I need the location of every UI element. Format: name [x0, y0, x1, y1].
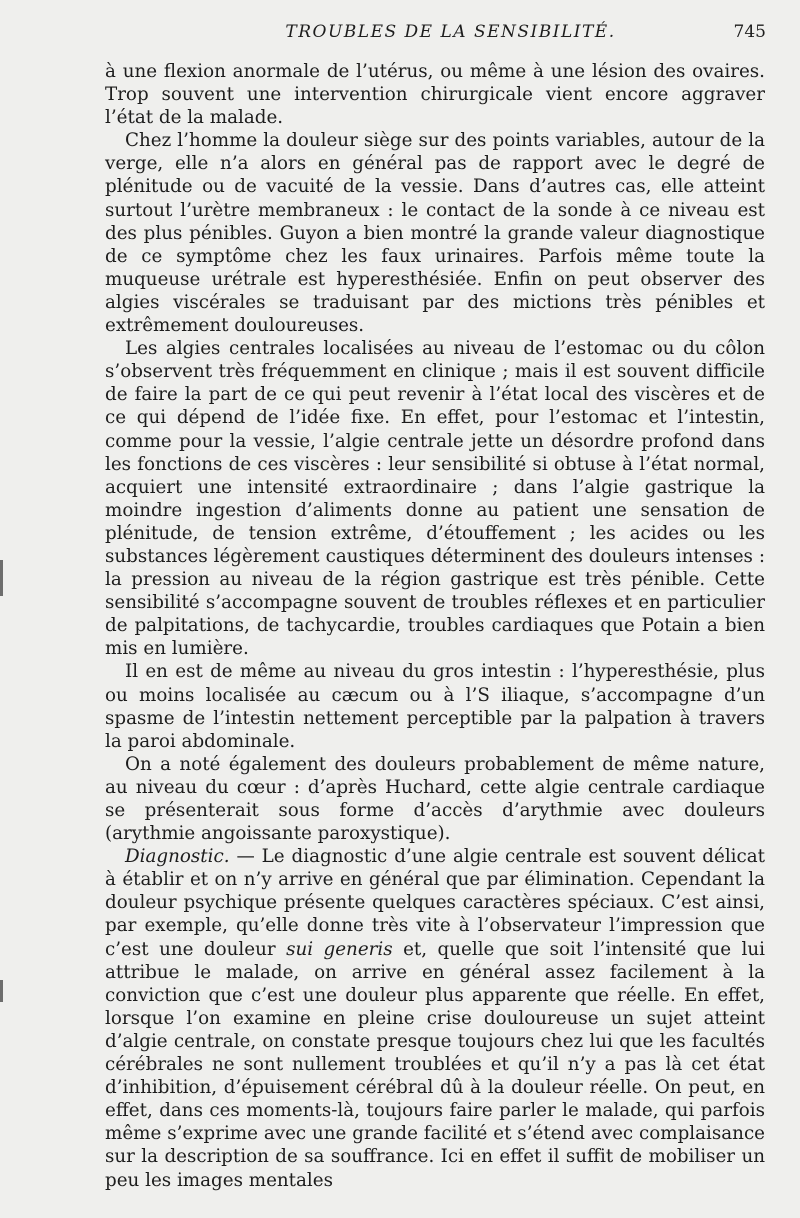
paragraph-6-text-b: et, quelle que soit l’intensité que lui attribue le malade, on arrive en général assez facilement à la conviction que c’est une douleur plus apparente que réelle. En effet, lorsque l’on examine en pleine crise douloureuse un sujet atteint d’algie centrale, on constate presque toujours chez lui que les facultés cérébrales ne sont nullement troublées et qu’il n’y a pas là cet état d’inhibition, d’épuisement cérébral dû à la douleur réelle. On peut, en effet, dans ces moments-là, toujours faire parler le malade, qui parfois même s’exprime avec une grande facilité et s’étend avec complaisance sur la description de sa souffrance. Ici en effet il suffit de mobiliser un peu les images mentales [105, 938, 765, 1191]
scan-edge-mark [0, 560, 3, 596]
running-title: TROUBLES DE LA SENSIBILITÉ. [285, 22, 616, 42]
paragraph-6 [105, 845, 765, 1191]
body-text [105, 60, 765, 1192]
paragraph-4: Il en est de même au niveau du gros intestin : l’hyperesthésie, plus ou moins localisée au cæcum ou à l’S iliaque, s’accompagne d’un spasme de l’intestin nettement perceptible par la palpation à travers la paroi abdominale. [105, 661, 765, 752]
page-number: 745 [733, 22, 766, 42]
latin-phrase: sui generis [286, 938, 393, 960]
paragraph-6-text-a: — Le diagnostic d’une algie centrale est souvent délicat à établir et on n’y arrive en général que par élimination. Cependant la douleur psychique présente quelques caractères spéciaux. C’est ainsi, par exemple, qu’elle donne très vite à l’observateur l’impression que c’est une douleur [105, 846, 765, 960]
paragraph-3: Les algies centrales localisées au niveau de l’estomac ou du côlon s’observent très fréquemment en clinique ; mais il est souvent difficile de faire la part de ce qui peut revenir à l’état local des viscères et de ce qui dépend de l’idée fixe. En effet, pour l’estomac et l’intestin, comme pour la vessie, l’algie centrale jette un désordre profond dans les fonctions de ces viscères : leur sensibilité si obtuse à l’état normal, acquiert une intensité extraordinaire ; dans l’algie gastrique la moindre ingestion d’aliments donne au patient une sensation de plénitude, de tension extrême, d’étouffement ; les acides ou les substances légèrement caustiques déterminent des douleurs intenses : la pression au niveau de la région gastrique est très pénible. Cette sensibilité s’accompagne souvent de troubles réflexes et en particulier de palpitations, de tachycardie, troubles cardiaques que Potain a bien mis en lumière. [105, 338, 765, 660]
paragraph-5: On a noté également des douleurs probablement de même nature, au niveau du cœur : d’après Huchard, cette algie centrale cardiaque se présenterait sous forme d’accès d’arythmie avec douleurs (arythmie angoissante paroxystique). [105, 753, 765, 845]
page-header [105, 22, 766, 46]
section-heading-diagnostic: Diagnostic. [125, 846, 230, 868]
scan-edge-mark [0, 980, 3, 1002]
paragraph-2: Chez l’homme la douleur siège sur des points variables, autour de la verge, elle n’a alors en général pas de rapport avec le degré de plénitude ou de vacuité de la vessie. Dans d’autres cas, elle atteint surtout l’urètre membraneux : le contact de la sonde à ce niveau est des plus pénibles. Guyon a bien montré la grande valeur diagnostique de ce symptôme chez les faux urinaires. Parfois même toute la muqueuse urétrale est hyperesthésiée. Enfin on peut observer des algies viscérales se traduisant par des mictions très pénibles et extrêmement douloureuses. [105, 130, 765, 337]
paragraph-1: à une flexion anormale de l’utérus, ou même à une lésion des ovaires. Trop souvent une intervention chirurgicale vient encore aggraver l’état de la malade. [105, 61, 765, 129]
